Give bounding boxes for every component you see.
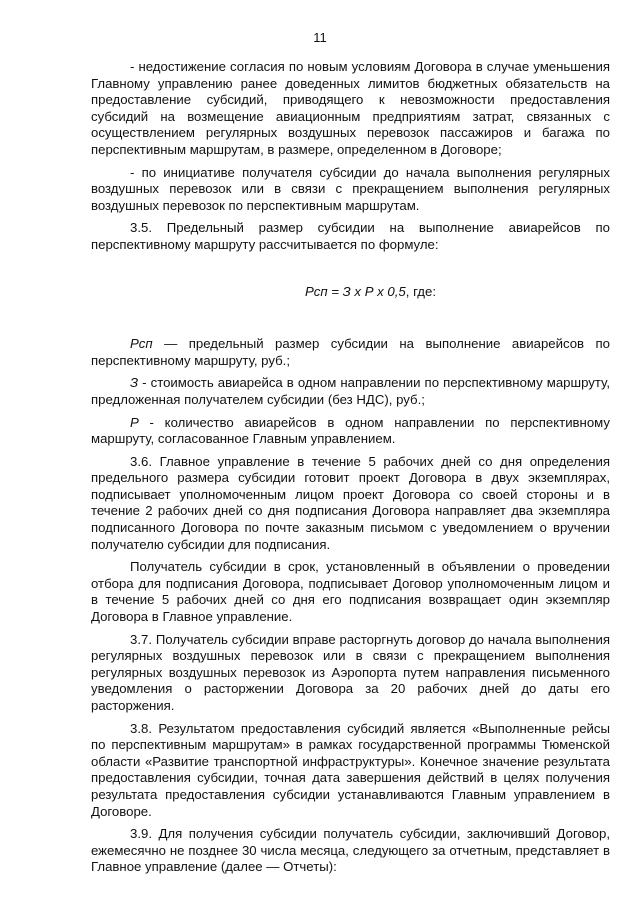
- paragraph-termination-limits: - недостижение согласия по новым условиям Договора в случае уменьшения Главному управлению ранее доведенных лимитов бюджетных обязательств на предоставление субсидий, приводящего к невозможности предоставления субсидий на возмещение авиационным предприятиям затрат, связанных с осуществлением регулярных воздушных перевозок пассажиров и багажа по перспективным маршрутам, в размере, определенном в Договоре;: [91, 59, 610, 157]
- definition-rsp: [91, 336, 610, 369]
- paragraph-3-7: 3.7. Получатель субсидии вправе расторгнуть договор до начала выполнения регулярных воздушных перевозок или в связи с прекращением выполнения регулярных воздушных перевозок из Аэропорта путем направления письменного уведомления о расторжении Договора за 20 рабочих дней до даты его расторжения.: [91, 631, 610, 713]
- page-number: 11: [313, 30, 327, 45]
- paragraph-termination-initiative: - по инициативе получателя субсидии до начала выполнения регулярных воздушных перевозок или в связи с прекращением выполнения регулярных воздушных перевозок по перспективным маршрутам.: [91, 164, 610, 213]
- definition-z-text: - стоимость авиарейса в одном направлении по перспективному маршруту, предложенная получателем субсидии (без НДС), руб.;: [91, 375, 610, 407]
- definition-r-symbol: Р: [130, 414, 139, 430]
- formula-suffix: , где:: [405, 283, 436, 299]
- definition-r-text: - количество авиарейсов в одном направлении по перспективному маршруту, согласованное Главным управлением.: [91, 414, 610, 447]
- formula: [91, 284, 610, 301]
- document-body: [91, 59, 610, 882]
- paragraph-3-5: 3.5. Предельный размер субсидии на выполнение авиарейсов по перспективному маршруту рассчитывается по формуле:: [91, 220, 610, 252]
- definition-rsp-symbol: Рсп: [130, 336, 153, 352]
- definition-rsp-text: — предельный размер субсидии на выполнение авиарейсов по перспективному маршруту, руб.;: [91, 336, 610, 368]
- definition-z: [91, 375, 610, 408]
- paragraph-3-6-recipient: Получатель субсидии в срок, установленный в объявлении о проведении отбора для подписания Договора, подписывает Договор уполномоченным лицом и в течение 5 рабочих дней со дня его подписания возвращает один экземпляр Договора в Главное управление.: [91, 559, 610, 625]
- formula-expression: Рсп = З х Р х 0,5: [305, 283, 406, 299]
- paragraph-3-8: 3.8. Результатом предоставления субсидий является «Выполненные рейсы по перспективным маршрутам» в рамках государственной программы Тюменской области «Развитие транспортной инфраструктуры». Конечное значение результата предоставления субсидии, точная дата завершения действий в целях получения результата предоставления субсидии устанавливаются Главным управлением в Договоре.: [91, 720, 610, 819]
- paragraph-3-6: 3.6. Главное управление в течение 5 рабочих дней со дня определения предельного размера субсидии готовит проект Договора в двух экземплярах, подписывает уполномоченным лицом проект Договора со своей стороны и в течение 2 рабочих дней со дня подписания Договора направляет два экземпляра подписанного Договора по почте заказным письмом с уведомлением о вручении получателю субсидии для подписания.: [91, 453, 610, 552]
- definition-z-symbol: З: [130, 375, 139, 391]
- paragraph-3-9: 3.9. Для получения субсидии получатель субсидии, заключивший Договор, ежемесячно не позднее 30 числа месяца, следующего за отчетным, представляет в Главное управление (далее — Отчеты):: [91, 826, 610, 875]
- definition-r: [91, 415, 610, 448]
